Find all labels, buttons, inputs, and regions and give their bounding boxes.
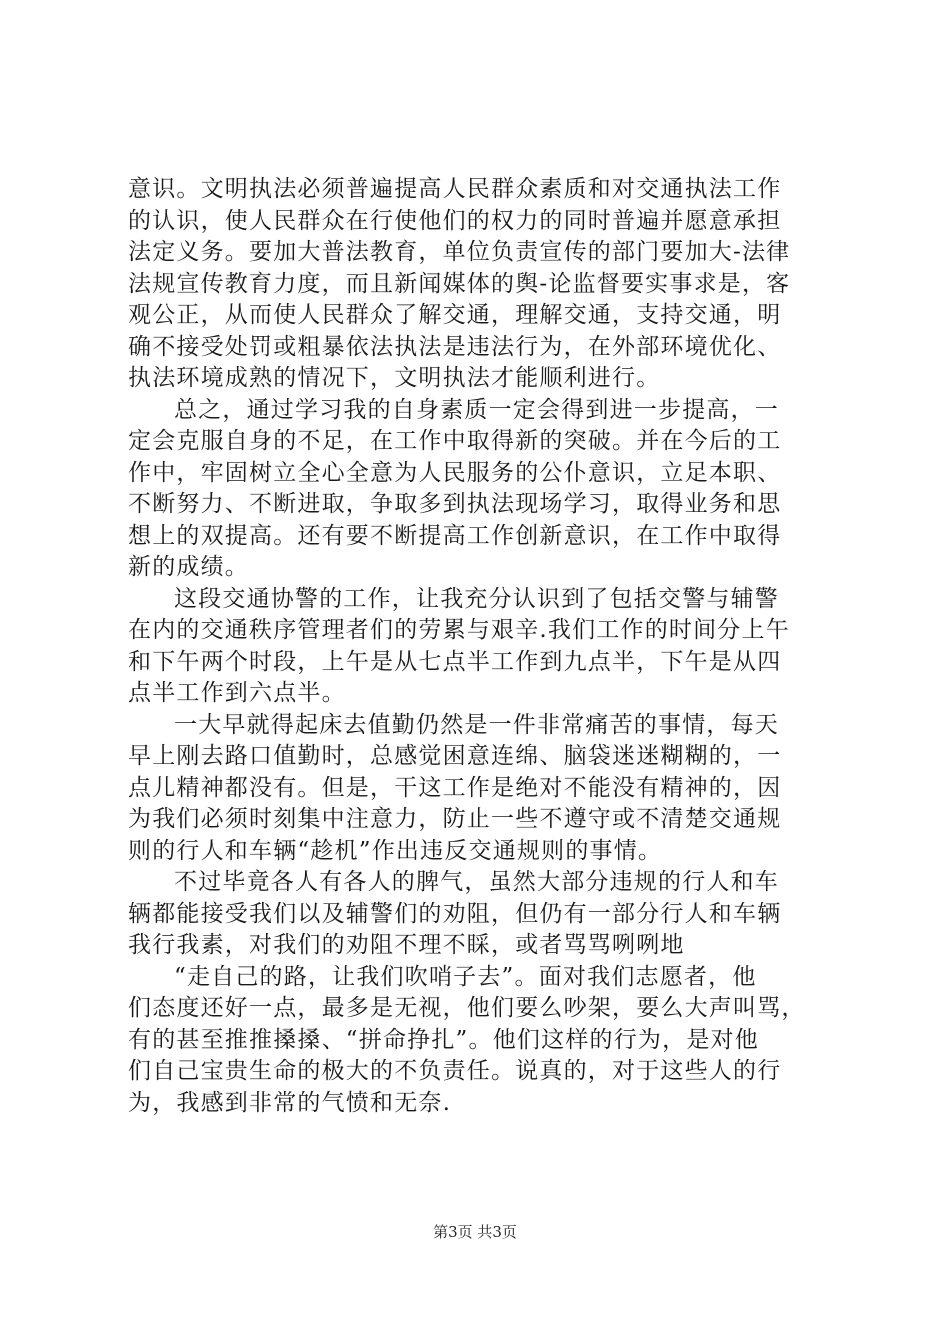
paragraph-first-line: 不过毕竟各人有各人的脾气，虽然大部分违规的行人和车	[174, 869, 779, 895]
text-line: 想上的双提高。还有要不断提高工作创新意识，在工作中取得	[128, 522, 782, 549]
text-line: 意识。文明执法必须普遍提高人民群众素质和对交通执法工作	[128, 176, 782, 202]
text-line: 有的甚至推推搡搡、“拼命挣扎”。他们这样的行为，是对他	[128, 1026, 759, 1053]
document-body	[128, 174, 828, 1119]
text-line: 在内的交通秩序管理者们的劳累与艰辛.我们工作的时间分上午	[128, 617, 790, 643]
text-line: 新的成绩。	[128, 554, 249, 580]
paragraph-first-line: 这段交通协警的工作，让我充分认识到了包括交警与辅警	[174, 585, 779, 612]
text-line: 和下午两个时段，上午是从七点半工作到九点半，下午是从四	[128, 648, 782, 675]
text-line: 不断努力、不断进取，争取多到执法现场学习，取得业务和思	[128, 491, 782, 517]
text-line: 执法环境成熟的情况下，文明执法才能顺利进行。	[128, 365, 661, 391]
text-line: 点半工作到六点半。	[128, 680, 346, 706]
text-line: 辆都能接受我们以及辅警们的劝阻，但仍有一部分行人和车辆	[128, 900, 782, 927]
text-line: 早上刚去路口值勤时，总感觉困意连绵、脑袋迷迷糊糊的，一	[128, 743, 782, 769]
text-line: 法规宣传教育力度，而且新闻媒体的舆-论监督要实事求是，客	[128, 270, 791, 297]
text-line: 法定义务。要加大普法教育，单位负责宣传的部门要加大-法律	[128, 239, 791, 265]
text-line: 我行我素，对我们的劝阻不理不睬，或者骂骂咧咧地	[128, 932, 685, 958]
text-line: 为，我感到非常的气愤和无奈.	[128, 1089, 452, 1116]
paragraph-first-line: 总之，通过学习我的自身素质一定会得到进一步提高，一	[174, 396, 779, 423]
text-line: 为我们必须时刻集中注意力，防止一些不遵守或不清楚交通规	[128, 806, 782, 832]
paragraph-first-line: 一大早就得起床去值勤仍然是一件非常痛苦的事情，每天	[174, 711, 779, 738]
text-line: 则的行人和车辆“趁机”作出违反交通规则的事情。	[128, 837, 663, 864]
text-line: 观公正，从而使人民群众了解交通，理解交通，支持交通，明	[128, 302, 782, 328]
text-line: 点儿精神都没有。但是，干这工作是绝对不能没有精神的，因	[128, 774, 782, 801]
text-line: 定会克服自身的不足，在工作中取得新的突破。并在今后的工	[128, 428, 782, 454]
text-line: 们态度还好一点，最多是无视，他们要么吵架，要么大声叫骂，	[128, 995, 806, 1021]
text-line: 确不接受处罚或粗暴依法执法是违法行为，在外部环境优化、	[128, 333, 782, 360]
page-footer: 第3页 共3页	[433, 1223, 517, 1241]
text-line: 的认识，使人民群众在行使他们的权力的同时普遍并愿意承担	[128, 207, 782, 234]
text-line: 作中，牢固树立全心全意为人民服务的公仆意识，立足本职、	[128, 459, 782, 486]
text-line: 们自己宝贵生命的极大的不负责任。说真的，对于这些人的行	[128, 1058, 782, 1084]
paragraph-first-line: “走自己的路，让我们吹哨子去”。面对我们志愿者，他	[174, 963, 757, 990]
